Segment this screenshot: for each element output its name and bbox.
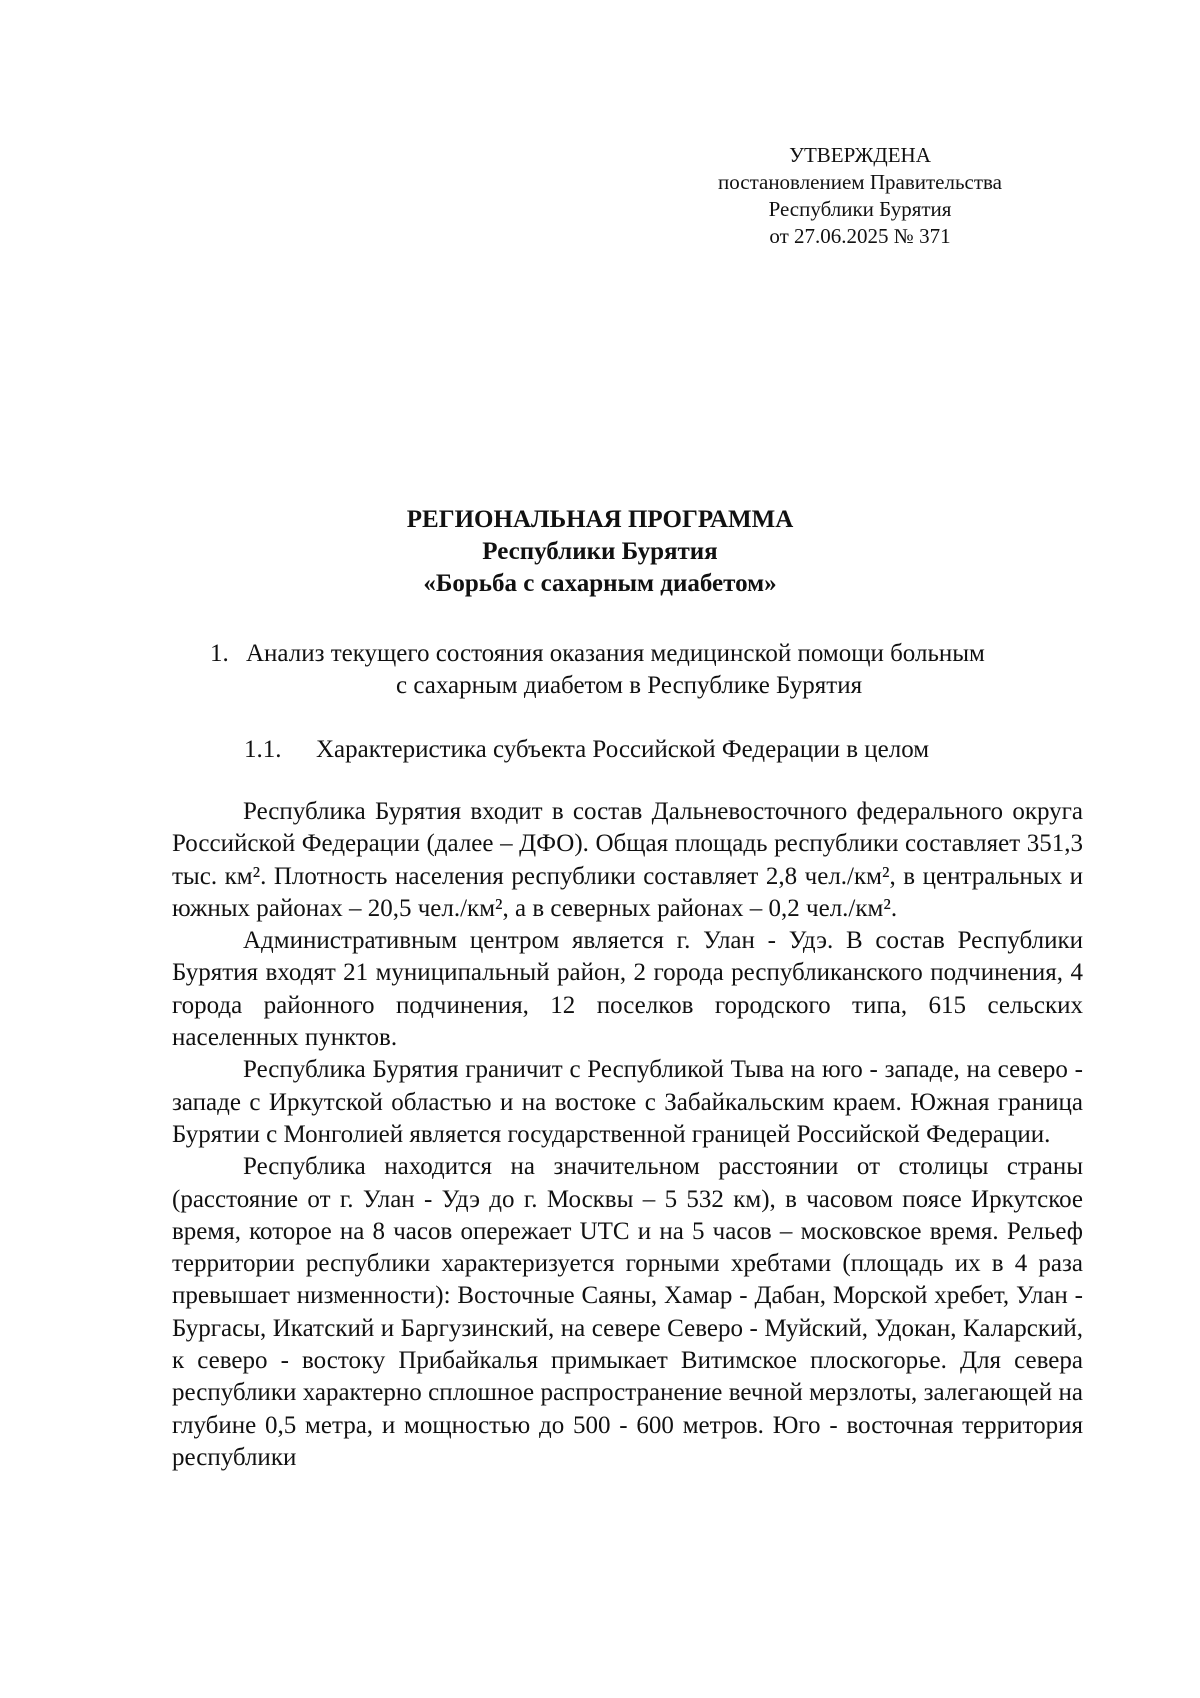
document-title [0,504,1200,600]
approval-stamp [690,142,1030,250]
paragraph: Республика Бурятия входит в состав Дальневосточного федерального округа Российской Федерации (далее – ДФО). Общая площадь республики составляет 351,3 тыс. км². Плотность населения республики составляет 2,8 чел./км², в центральных и южных районах – 20,5 чел./км², а в северных районах – 0,2 чел./км². [172,798,1083,922]
section-number: 1. [210,640,229,667]
paragraph: Административным центром является г. Улан - Удэ. В состав Республики Бурятия входят 21 муниципальный район, 2 города республиканского подчинения, 4 города районного подчинения, 12 поселков городского типа, 615 сельских населенных пунктов. [172,927,1083,1052]
title-program: РЕГИОНАЛЬНАЯ ПРОГРАММА [406,506,794,533]
section-title-line1: Анализ текущего состояния оказания медицинской помощи больным [246,640,985,667]
approval-region: Республики Бурятия [768,197,952,221]
body-text [172,796,1083,1474]
approval-status: УТВЕРЖДЕНА [789,143,931,167]
title-name: «Борьба с сахарным диабетом» [423,570,777,597]
approval-authority: постановлением Правительства [717,170,1002,194]
section-heading [210,638,1090,702]
subsection-number: 1.1. [244,736,282,763]
section-title-line2: с сахарным диабетом в Республике Бурятия [396,672,863,699]
paragraph: Республика Бурятия граничит с Республикой Тыва на юго - западе, на северо - западе с Иркутской областью и на востоке с Забайкальским краем. Южная граница Бурятии с Монголией является государственной границей Российской Федерации. [172,1056,1083,1148]
subsection-heading [244,734,929,766]
title-region: Республики Бурятия [482,538,718,565]
subsection-title: Характеристика субъекта Российской Федерации в целом [316,736,930,763]
paragraph: Республика находится на значительном расстоянии от столицы страны (расстояние от г. Улан - Удэ до г. Москвы – 5 532 км), в часовом поясе Иркутское время, которое на 8 часов опережает UTC и на 5 часов – московское время. Рельеф территории республики характеризуется горными хребтами (площадь их в 4 раза превышает низменности): Восточные Саяны, Хамар - Дабан, Морской хребет, Улан - Бургасы, Икатский и Баргузинский, на севере Северо - Муйский, Удокан, Каларский, к северо - востоку Прибайкалья примыкает Витимское плоскогорье. Для севера республики характерно сплошное распространение вечной мерзлоты, залегающей на глубине 0,5 метра, и мощностью до 500 - 600 метров. Юго - восточная территория республики [172,1153,1083,1471]
approval-date-number: от 27.06.2025 № 371 [769,224,951,248]
